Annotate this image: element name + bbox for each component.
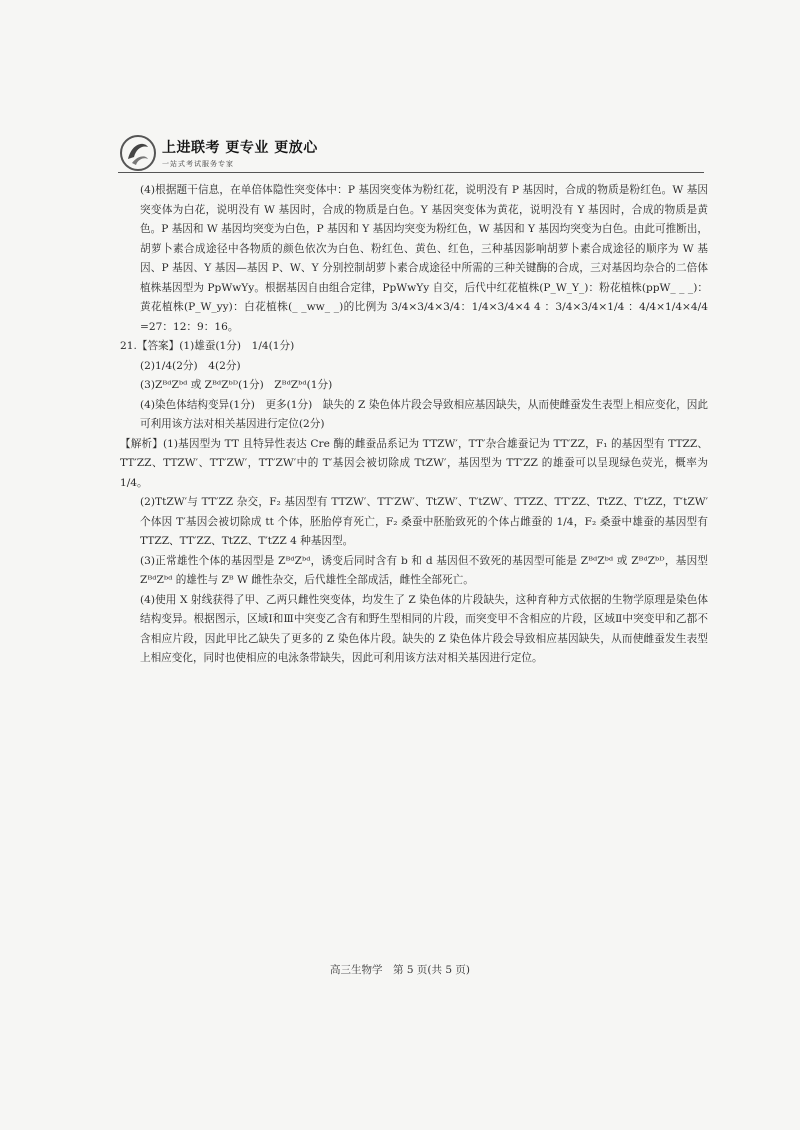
answer-content (120, 181, 708, 669)
paragraph-a21-1: 【解析】(1)基因型为 TT 且特异性表达 Cre 酶的雌蚕品系记为 TTZW′，TT′杂合雄蚕记为 TT′ZZ，F₁ 的基因型有 TTZZ、TT′ZZ、TTZW′、TT′ZW′，TT′ZW′中的 T′基因会被切除成 TtZW′，基因型为 TT′ZZ 的雄蚕可以呈现绿色荧光，概率为 1/4。 (120, 437, 708, 489)
brand-block (162, 137, 318, 169)
paragraph-q21-3: (3)ZᴮᵈZᵇᵈ 或 ZᴮᵈZᵇᴰ(1分) ZᴮᵈZᵇᵈ(1分) (140, 379, 333, 391)
brand-logo-icon (118, 133, 158, 173)
header-divider (118, 172, 704, 173)
paragraph-p20-4: (4)根据题干信息，在单倍体隐性突变体中：P 基因突变体为粉红花，说明没有 P 基因时，合成的物质是粉红色。W 基因突变体为白花，说明没有 W 基因时，合成的物质是白色。Y 基因突变体为黄花，说明没有 Y 基因时，合成的物质是黄色。P 基因和 W 基因均突变为白色，P 基因和 Y 基因均突变为粉红色，W 基因和 Y 基因均突变为白色。由此可推断出，胡萝卜素合成途径中各物质的颜色依次为白色、粉红色、黄色、红色，三种基因影响胡萝卜素合成途径的顺序为 W 基因、P 基因、Y 基因—基因 P、W、Y 分别控制胡萝卜素合成途径中所需的三种关键酶的合成，三对基因均杂合的二倍体植株基因型为 PpWwYy。根据基因自由组合定律，PpWwYy 自交，后代中红花植株(P_W_Y_)：粉花植株(ppW_ _ _)：黄花植株(P_W_yy)：白花植株(_ _ww_ _)的比例为 3/4×3/4×3/4：1/4×3/4×4 4 ：3/4×3/4×1/4 ：4/4×1/4×4/4 =27：12：9：16。 (140, 184, 708, 333)
brand-title: 上进联考 更专业 更放心 (162, 140, 318, 156)
paragraph-a21-2: (2)TtZW′与 TT′ZZ 杂交，F₂ 基因型有 TTZW′、TT′ZW′、TtZW′、T′tZW′、TTZZ、TT′ZZ、TtZZ、T′tZZ，T′tZW′个体因 T′基因会被切除成 tt 个体，胚胎停育死亡，F₂ 桑蚕中胚胎致死的个体占雌蚕的 1/4，F₂ 桑蚕中雄蚕的基因型有 TTZZ、TT′ZZ、TtZZ、T′tZZ 4 种基因型。 (140, 496, 708, 547)
paragraph-q21: 21.【答案】(1)雄蚕(1分) 1/4(1分) (120, 340, 295, 352)
brand-tagline: 一站式考试服务专家 (162, 160, 234, 168)
paragraph-a21-3: (3)正常雄性个体的基因型是 ZᴮᵈZᵇᵈ，诱变后同时含有 b 和 d 基因但不致死的基因型可能是 ZᴮᵈZᵇᵈ 或 ZᴮᵈZᵇᴰ，基因型 ZᴮᵈZᵇᵈ 的雄性与 Zᴮ W 雌性杂交，后代雄性全部成活，雌性全部死亡。 (140, 554, 708, 586)
page-header (118, 131, 718, 175)
paragraph-q21-4: (4)染色体结构变异(1分) 更多(1分) 缺失的 Z 染色体片段会导致相应基因缺失，从而使雌蚕发生表型上相应变化，因此可利用该方法对相关基因进行定位(2分) (140, 398, 708, 430)
page-footer: 高三生物学 第 5 页(共 5 页) (330, 964, 470, 976)
paragraph-a21-4: (4)使用 X 射线获得了甲、乙两只雌性突变体，均发生了 Z 染色体的片段缺失，这种育种方式依据的生物学原理是染色体结构变异。根据图示，区域Ⅰ和Ⅲ中突变乙含有和野生型相同的片段，而突变甲不含相应的片段，区域Ⅱ中突变甲和乙都不含相应片段，因此甲比乙缺失了更多的 Z 染色体片段。缺失的 Z 染色体片段会导致相应基因缺失，从而使雌蚕发生表型上相应变化，同时也使相应的电泳条带缺失，因此可利用该方法对相关基因进行定位。 (140, 593, 708, 664)
paragraph-q21-2: (2)1/4(2分) 4(2分) (140, 359, 241, 372)
